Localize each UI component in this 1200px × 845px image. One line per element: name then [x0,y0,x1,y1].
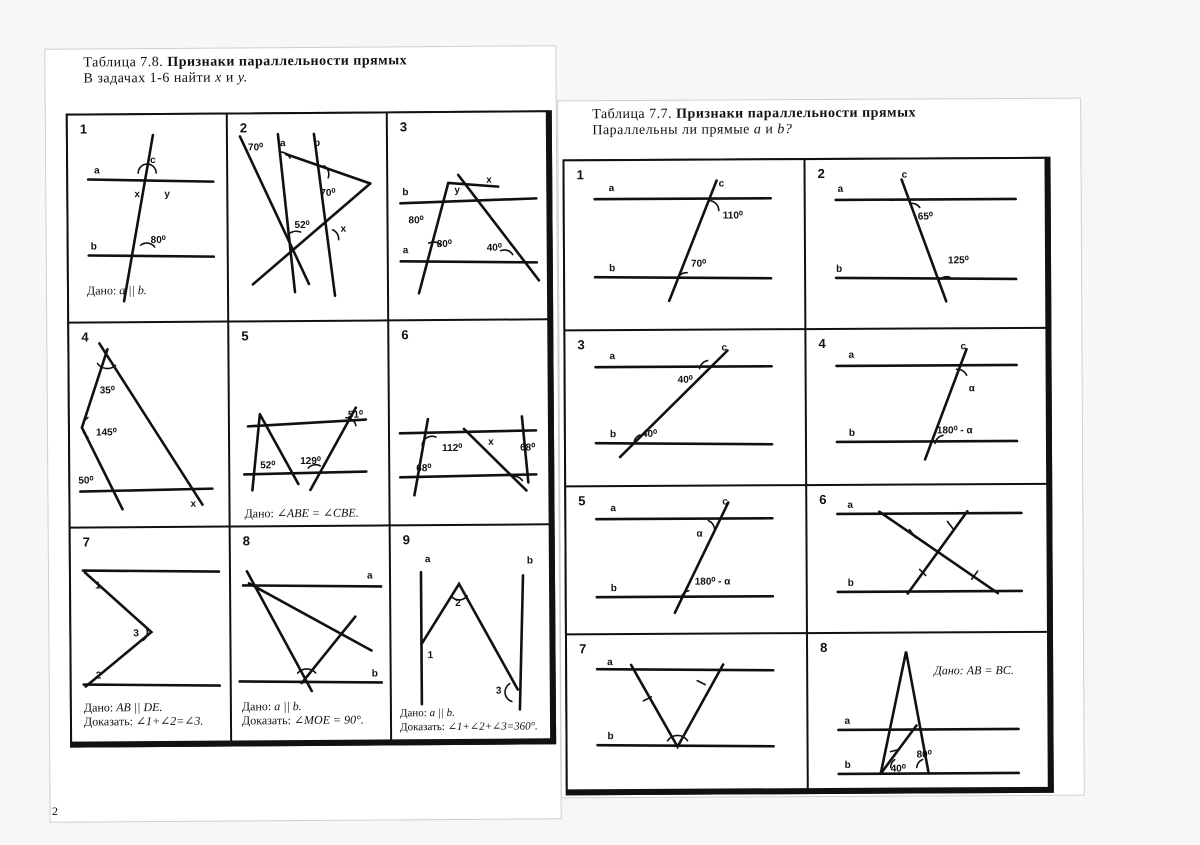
left-problem-6 [389,320,548,524]
line-label-a: a [402,245,409,257]
angle-3: 3 [495,685,502,697]
given-8 [242,699,364,728]
page-number: 2 [52,804,58,818]
angle-x: x [340,223,347,235]
problem-number: 1 [576,167,584,183]
line-label-b: b [402,187,409,199]
angle-68-left: 68⁰ [416,463,432,475]
right-question-and: и [765,122,774,138]
right-problem-2 [805,159,1045,328]
right-question-a: a [753,122,762,138]
prove-label: Доказать: [400,721,445,734]
problem-number: 2 [817,165,825,182]
given-text: a || b. [429,706,455,720]
given-label: Дано: [83,700,114,715]
line-label-b: b [313,137,321,149]
problem-number: 2 [239,120,248,136]
problem-number: 1 [79,121,88,137]
problem-number: 5 [241,328,249,344]
figure-r8 [808,633,1048,788]
angle-70-top: 70⁰ [247,142,264,154]
given-label: Дано: [399,707,427,720]
line-label-a: a [610,503,616,515]
left-header [83,53,407,87]
right-problem-4 [806,329,1046,484]
angle-68-right: 68⁰ [520,442,536,454]
angle-125: 125⁰ [947,255,969,267]
angle-50: 50⁰ [78,475,94,487]
prove-text: ∠MOE = 90°. [293,712,364,728]
problem-number: 9 [402,532,411,548]
angle-35: 35⁰ [99,385,115,397]
angle-80-left: 80⁰ [408,215,424,227]
angle-180-alpha: 180⁰ - α [694,576,731,588]
left-task-x: x [215,70,222,86]
angle-1: 1 [427,650,434,662]
figure-6 [389,320,548,524]
angle-2: 2 [455,597,461,609]
right-table-caption: Таблица 7.7. [592,106,673,123]
angle-alpha: α [968,383,975,395]
figure-4 [69,323,228,527]
problem-number: 8 [242,533,251,549]
line-label-b: b [844,759,851,771]
problem-number: 3 [399,119,408,135]
given-9 [400,705,538,734]
angle-70: 70⁰ [691,258,707,270]
right-question-prefix: Параллельны ли прямые [592,122,750,139]
figure-r6 [807,485,1047,632]
given-r8: Дано: AB = BC. [934,662,1014,678]
angle-y: y [454,184,460,196]
given-text: a || b. [119,283,147,298]
angle-40-bottom: 40⁰ [641,428,658,440]
figure-r5 [566,486,806,633]
problem-number: 7 [82,534,91,550]
line-label-b: b [609,429,617,441]
left-table-caption: Таблица 7.8. [83,54,164,71]
line-label-c: c [722,496,728,508]
angle-1: 1 [95,580,101,592]
line-label-a: a [607,657,613,669]
right-problem-7 [567,634,807,789]
line-label-a: a [366,570,373,582]
angle-70-right: 70⁰ [320,187,336,199]
angle-2: 2 [95,670,102,682]
figure-r4 [806,329,1046,484]
right-header [592,105,916,139]
left-problem-7 [71,528,230,742]
left-problem-4 [69,323,228,527]
left-problem-5 [229,321,388,525]
given-label: Дано: [244,506,274,521]
right-problem-1 [564,160,804,329]
line-label-c: c [150,155,156,167]
given-text: AB || DE. [116,699,163,715]
left-task-y: y. [237,70,248,86]
given-7 [84,700,204,729]
figure-r3 [565,330,805,485]
figure-2 [228,113,387,320]
angle-80: 80⁰ [916,749,932,761]
line-label-b: b [90,241,97,253]
problem-number: 6 [401,327,409,343]
angle-80: 80⁰ [150,234,166,247]
angle-x: x [486,174,492,186]
line-label-a: a [844,715,851,727]
angle-alpha: α [696,528,703,540]
prove-text: ∠1+∠2+∠3=360°. [447,720,538,733]
line-label-a: a [279,138,286,150]
angle-180-alpha: 180⁰ - α [936,425,973,437]
figure-5 [229,321,388,525]
right-problem-6 [807,485,1047,632]
angle-40: 40⁰ [890,763,906,775]
figure-3 [388,112,547,319]
line-label-a: a [837,183,844,195]
line-label-a: a [609,351,616,363]
angle-x-52: 52⁰ [260,460,276,472]
problem-number: 3 [577,337,585,353]
line-label-b: b [847,577,854,589]
angle-110: 110⁰ [722,210,743,222]
right-worksheet [558,99,1084,798]
figure-r2 [805,159,1045,328]
line-label-c: c [721,342,728,354]
line-label-c: c [901,169,908,181]
angle-129: 129⁰ [300,455,321,468]
line-label-b: b [836,263,843,275]
angle-145: 145⁰ [95,427,117,439]
left-problem-1 [68,115,227,322]
left-problem-grid [66,110,556,747]
problem-number: 6 [819,491,827,508]
line-label-b: b [609,263,616,275]
line-label-a: a [94,165,100,177]
angle-x: x [134,189,140,201]
problem-number: 7 [579,641,587,657]
angle-40-top: 40⁰ [677,374,693,386]
given-text: ∠ABE = ∠CBE. [276,505,359,521]
angle-y: y [164,188,170,200]
problem-number: 8 [820,639,828,656]
line-label-c: c [960,341,967,353]
line-label-a: a [848,349,855,361]
line-label-c: c [718,178,725,190]
angle-52: 52⁰ [294,219,310,232]
figure-r7 [567,634,807,789]
left-table-title: Признаки параллельности прямых [167,53,408,70]
angle-65: 65⁰ [917,211,933,223]
left-task-prefix: В задачах 1-6 найти [83,70,212,87]
left-problem-8 [231,526,390,740]
angle-40: 40⁰ [486,242,502,254]
figure-r1 [564,160,804,329]
angle-3: 3 [133,628,139,640]
problem-number: 4 [81,329,89,345]
angle-x: x [190,498,197,510]
right-problem-3 [565,330,805,485]
right-question-b: b? [777,122,793,138]
given-5 [245,506,359,521]
line-label-a: a [424,554,431,566]
angle-51: 51⁰ [347,409,364,421]
line-label-b: b [526,555,534,567]
problem-number: 5 [578,493,586,509]
angle-x: x [488,436,494,448]
line-label-b: b [607,731,614,743]
given-text: a || b. [274,699,302,714]
problem-number: 4 [818,335,826,352]
left-worksheet [45,46,560,822]
line-label-b: b [371,668,378,680]
right-problem-grid [562,157,1053,796]
left-problem-3 [388,112,547,319]
given-label: Дано: [86,283,117,298]
right-problem-5 [566,486,806,633]
left-task-and: и [225,70,234,86]
line-label-a: a [847,499,853,511]
angle-80-inner: 80⁰ [436,238,452,251]
given-1 [87,283,147,297]
prove-label: Доказать: [241,713,292,728]
line-label-a: a [608,183,615,195]
left-problem-2 [228,113,387,320]
line-label-b: b [848,427,856,439]
left-problem-9 [391,525,550,739]
line-label-b: b [610,583,617,595]
right-problem-8 [808,633,1048,788]
angle-112: 112⁰ [442,442,463,455]
right-table-title: Признаки параллельности прямых [676,105,917,122]
given-label: Дано: [241,699,272,714]
prove-text: ∠1+∠2=∠3. [135,713,204,729]
prove-label: Доказать: [83,714,134,729]
